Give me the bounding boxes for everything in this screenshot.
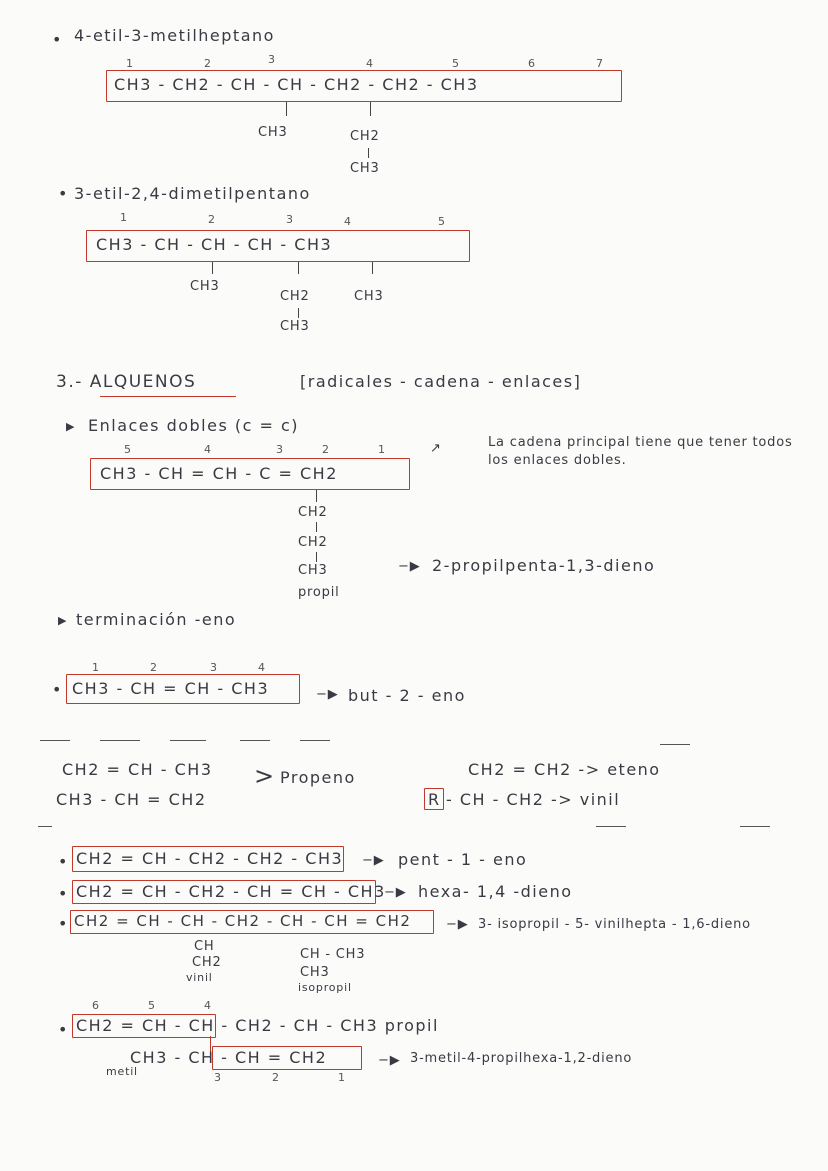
substituent: CH - CH3 (300, 947, 366, 962)
bullet: • (52, 680, 62, 699)
propene-formula-a: CH2 = CH - CH3 (62, 760, 213, 779)
bond-line (286, 102, 287, 116)
carbon-number: 4 (344, 215, 351, 228)
carbon-number: 1 (126, 57, 133, 70)
arrow-icon: −▶ (384, 885, 407, 900)
compound-name-7: 3- isopropil - 5- vinilhepta - 1,6-dieno (478, 917, 751, 932)
substituent: CH2 (280, 289, 310, 304)
carbon-number: 1 (92, 661, 99, 674)
arrow-icon: −▶ (378, 1053, 401, 1068)
separator-line (596, 826, 626, 827)
bond-line (316, 522, 317, 532)
compound-name-4: but - 2 - eno (348, 686, 466, 705)
substituent: CH3 (190, 279, 220, 294)
main-chain-formula-3: CH3 - CH = CH - C = CH2 (100, 464, 338, 483)
main-chain-formula-8-top: CH2 = CH - CH - CH2 - CH - CH3 propil (76, 1016, 439, 1035)
heading-note: [radicales - cadena - enlaces] (300, 372, 582, 391)
separator-line (100, 740, 140, 741)
carbon-number: 4 (258, 661, 265, 674)
compound-name-5: pent - 1 - eno (398, 850, 528, 869)
separator-line (170, 740, 206, 741)
bond-line (316, 552, 317, 562)
bullet: • (58, 852, 68, 871)
main-chain-formula-5: CH2 = CH - CH2 - CH2 - CH3 (76, 849, 344, 868)
carbon-number: 5 (452, 57, 459, 70)
carbon-number: 3 (214, 1071, 221, 1084)
carbon-number: 4 (204, 999, 211, 1012)
carbon-number: 5 (148, 999, 155, 1012)
substituent: CH2 (350, 129, 380, 144)
bullet: • (58, 1020, 68, 1039)
bullet: • (58, 884, 68, 903)
main-chain-formula-2: CH3 - CH - CH - CH - CH3 (96, 235, 333, 254)
main-chain-formula-1: CH3 - CH2 - CH - CH - CH2 - CH2 - CH3 (114, 75, 479, 94)
ethene-formula: CH2 = CH2 -> eteno (468, 760, 661, 779)
carbon-number: 6 (528, 57, 535, 70)
separator-line (300, 740, 330, 741)
separator-line (240, 740, 270, 741)
carbon-number: 2 (322, 443, 329, 456)
arrow-icon: −▶ (398, 559, 421, 574)
bond-line (298, 262, 299, 274)
compound-name-1: 4-etil-3-metilheptano (74, 26, 275, 45)
substituent: CH3 (258, 125, 288, 140)
carbon-number: 3 (268, 53, 275, 66)
carbon-number: 1 (120, 211, 127, 224)
arrow-icon: −▶ (446, 917, 469, 932)
heading-underline (100, 396, 236, 397)
carbon-number: 5 (124, 443, 131, 456)
main-chain-formula-7: CH2 = CH - CH - CH2 - CH - CH = CH2 (74, 912, 412, 930)
carbon-number: 4 (204, 443, 211, 456)
arrow-icon: ↗ (430, 441, 442, 456)
compound-name-6: hexa- 1,4 -dieno (418, 882, 573, 901)
compound-name-3: 2-propilpenta-1,3-dieno (432, 556, 656, 575)
carbon-number: 2 (208, 213, 215, 226)
bond-line (298, 308, 299, 318)
propene-name: Propeno (280, 768, 356, 787)
carbon-number: 4 (366, 57, 373, 70)
carbon-number: 3 (286, 213, 293, 226)
substituent: CH3 (354, 289, 384, 304)
separator-line (40, 740, 70, 741)
arrow-icon: −▶ (362, 853, 385, 868)
substituent-label: metil (106, 1065, 138, 1078)
bullet: • (52, 30, 62, 49)
bullet: • (58, 914, 68, 933)
carbon-number: 7 (596, 57, 603, 70)
separator-line (38, 826, 52, 827)
bond-line (368, 148, 369, 158)
arrow-icon: −▶ (316, 687, 339, 702)
carbon-number: 2 (272, 1071, 279, 1084)
substituent: CH (194, 939, 215, 954)
radical-r: R (428, 790, 441, 809)
substituent-label: vinil (186, 971, 213, 984)
brace-icon: > (254, 762, 276, 790)
substituent: CH3 (350, 161, 380, 176)
section-heading: 3.- ALQUENOS (56, 372, 197, 392)
substituent-label: propil (298, 585, 340, 600)
separator-line (740, 826, 770, 827)
vinyl-formula: - CH - CH2 -> vinil (446, 790, 621, 809)
carbon-number: 2 (150, 661, 157, 674)
substituent: CH3 (280, 319, 310, 334)
carbon-number: 3 (210, 661, 217, 674)
main-chain-formula-4: CH3 - CH = CH - CH3 (72, 679, 270, 698)
arrow-bullet-icon: ▶ (66, 420, 75, 433)
bond-line (212, 262, 213, 274)
compound-name-8: 3-metil-4-propilhexa-1,2-dieno (410, 1051, 633, 1066)
substituent: CH3 (300, 965, 330, 980)
double-bonds-label: Enlaces dobles (c = c) (88, 416, 300, 435)
substituent: CH3 (298, 563, 328, 578)
carbon-number: 1 (338, 1071, 345, 1084)
bond-line (370, 102, 371, 116)
compound-name-2: 3-etil-2,4-dimetilpentano (74, 184, 311, 203)
bond-line (316, 490, 317, 502)
arrow-bullet-icon: ▶ (58, 614, 67, 627)
substituent: CH2 (298, 535, 328, 550)
carbon-number: 5 (438, 215, 445, 228)
carbon-number: 1 (378, 443, 385, 456)
main-chain-formula-6: CH2 = CH - CH2 - CH = CH - CH3 (76, 882, 386, 901)
substituent-label: isopropil (298, 981, 352, 994)
carbon-number: 2 (204, 57, 211, 70)
main-chain-formula-8-bottom: CH3 - CH - CH = CH2 (130, 1048, 328, 1067)
main-chain-rule-note: La cadena principal tiene que tener todos los enlaces dobles. (488, 435, 793, 468)
bond-line (372, 262, 373, 274)
carbon-number: 6 (92, 999, 99, 1012)
propene-formula-b: CH3 - CH = CH2 (56, 790, 207, 809)
bullet: • (58, 184, 68, 203)
separator-line (660, 744, 690, 745)
ending-rule: terminación -eno (76, 610, 237, 629)
carbon-number: 3 (276, 443, 283, 456)
substituent: CH2 (192, 955, 222, 970)
substituent: CH2 (298, 505, 328, 520)
